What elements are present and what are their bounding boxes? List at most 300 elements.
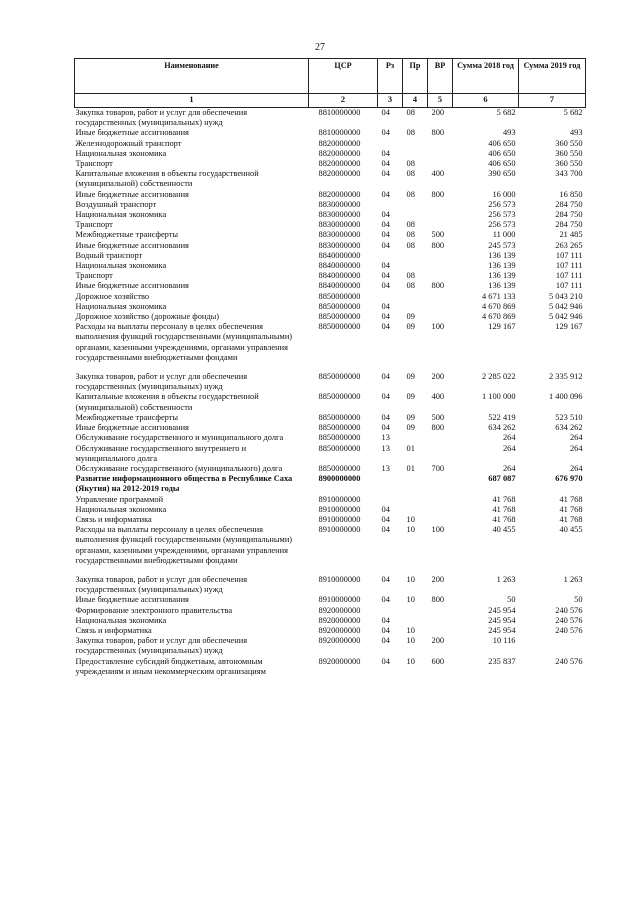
table-row	[75, 149, 586, 159]
row-name: Предоставление субсидий бюджетным, автономным учреждениям и иным некоммерческим организациям	[75, 656, 266, 676]
row-name: Обслуживание государственного (муниципального) долга	[75, 463, 283, 473]
row-sum-2018: 634 262	[488, 423, 516, 433]
row-sum-2019: 50	[574, 595, 583, 605]
row-name: Транспорт	[75, 159, 113, 169]
table-row	[75, 515, 586, 525]
row-vr	[428, 616, 453, 626]
row-vr: 400	[431, 169, 445, 179]
row-vr	[428, 271, 453, 281]
row-pr: 08	[406, 159, 415, 169]
row-pr: 08	[406, 108, 415, 117]
table-row	[75, 292, 586, 302]
table-row	[75, 241, 586, 251]
row-sum-2019: 5 042 946	[549, 312, 583, 322]
row-vr: 200	[431, 372, 445, 382]
row-vr: 600	[431, 656, 445, 666]
row-sum-2018: 136 139	[488, 261, 516, 271]
row-rz: 04	[381, 169, 390, 179]
row-rz: 04	[381, 220, 390, 230]
row-rz	[378, 251, 403, 261]
row-csr: 8850000000	[318, 392, 361, 402]
row-sum-2018: 136 139	[488, 250, 516, 260]
row-pr: 10	[406, 625, 415, 635]
row-pr	[403, 616, 428, 626]
row-name: Транспорт	[75, 220, 113, 230]
row-vr: 100	[431, 525, 445, 535]
table-row	[75, 495, 586, 505]
row-rz: 04	[381, 514, 390, 524]
row-vr	[428, 606, 453, 616]
row-sum-2018: 235 837	[488, 656, 516, 666]
row-name: Национальная экономика	[75, 615, 167, 625]
row-pr: 01	[406, 463, 415, 473]
row-sum-2019: 107 111	[555, 271, 583, 281]
row-sum-2018: 245 954	[488, 625, 516, 635]
row-rz: 04	[381, 281, 390, 291]
row-name: Иные бюджетные ассигнования	[75, 189, 189, 199]
row-pr	[403, 606, 428, 616]
row-sum-2018: 245 573	[488, 240, 516, 250]
row-vr	[428, 495, 453, 505]
row-rz: 04	[381, 504, 390, 514]
header-vr: ВР	[428, 59, 453, 94]
row-sum-2019: 284 750	[555, 210, 583, 220]
header-pr: Пр	[403, 59, 428, 94]
page-number: 27	[315, 42, 325, 53]
row-sum-2019: 263 265	[555, 240, 583, 250]
row-sum-2019: 41 768	[559, 504, 583, 514]
row-sum-2018: 406 650	[488, 138, 516, 148]
row-sum-2018: 1 100 000	[482, 392, 516, 402]
row-pr: 09	[406, 372, 415, 382]
table-row	[75, 657, 586, 677]
row-csr: 8910000000	[318, 574, 361, 584]
row-vr: 500	[431, 230, 445, 240]
row-name: Закупка товаров, работ и услуг для обеспечения государственных (муниципальных) нужд	[75, 372, 248, 392]
row-vr	[428, 626, 453, 636]
table-row	[75, 575, 586, 595]
row-vr: 800	[431, 423, 445, 433]
row-csr: 8830000000	[318, 199, 361, 209]
row-pr	[403, 200, 428, 210]
table-body	[75, 108, 586, 677]
row-vr	[428, 149, 453, 159]
row-csr: 8920000000	[318, 615, 361, 625]
row-pr: 10	[406, 525, 415, 535]
row-rz: 04	[381, 625, 390, 635]
table-row	[75, 190, 586, 200]
row-name: Национальная экономика	[75, 504, 167, 514]
column-number: 1	[75, 94, 309, 108]
table-row	[75, 251, 586, 261]
row-vr	[428, 433, 453, 443]
row-csr: 8910000000	[318, 595, 361, 605]
row-name: Обслуживание государственного и муниципального долга	[75, 433, 284, 443]
row-pr	[403, 505, 428, 515]
row-csr: 8850000000	[318, 312, 361, 322]
table-row	[75, 433, 586, 443]
row-csr: 8850000000	[318, 463, 361, 473]
row-csr: 8920000000	[318, 636, 361, 646]
row-sum-2018: 390 650	[488, 169, 516, 179]
row-sum-2018: 4 671 133	[482, 291, 516, 301]
row-pr: 08	[406, 220, 415, 230]
row-csr: 8820000000	[318, 138, 361, 148]
row-pr: 09	[406, 412, 415, 422]
row-rz: 04	[381, 372, 390, 382]
table-row	[75, 626, 586, 636]
row-rz	[378, 139, 403, 149]
column-number: 5	[428, 94, 453, 108]
row-pr: 08	[406, 169, 415, 179]
row-name: Капитальные вложения в объекты государственной (муниципальной) собственности	[75, 392, 259, 412]
row-name: Водный транспорт	[75, 250, 143, 260]
row-csr: 8900000000	[318, 474, 361, 484]
row-sum-2019: 107 111	[555, 261, 583, 271]
row-vr	[428, 220, 453, 230]
row-sum-2019: 523 510	[555, 412, 583, 422]
row-vr	[428, 515, 453, 525]
table-row	[75, 261, 586, 271]
row-sum-2019: 284 750	[555, 199, 583, 209]
row-rz: 04	[381, 423, 390, 433]
row-pr: 09	[406, 322, 415, 332]
row-csr: 8910000000	[318, 525, 361, 535]
row-sum-2019: 360 550	[555, 159, 583, 169]
row-vr	[428, 505, 453, 515]
table-row	[75, 169, 586, 189]
row-rz	[378, 200, 403, 210]
row-sum-2018: 264	[502, 443, 516, 453]
table-row	[75, 108, 586, 129]
row-sum-2018: 11 000	[492, 230, 516, 240]
table-row	[75, 220, 586, 230]
row-csr: 8910000000	[318, 514, 361, 524]
row-sum-2019: 240 576	[555, 605, 583, 615]
row-sum-2018: 264	[502, 433, 516, 443]
row-vr	[428, 139, 453, 149]
row-vr	[428, 261, 453, 271]
row-csr: 8840000000	[318, 261, 361, 271]
table-row	[75, 302, 586, 312]
row-sum-2018: 41 768	[492, 514, 516, 524]
header-sum-2019: Сумма 2019 год	[519, 59, 586, 94]
table-row	[75, 474, 586, 494]
row-csr: 8830000000	[318, 210, 361, 220]
row-name: Формирование электронного правительства	[75, 605, 233, 615]
row-sum-2018: 406 650	[488, 159, 516, 169]
row-rz: 04	[381, 148, 390, 158]
table-row	[75, 444, 586, 464]
row-csr: 8850000000	[318, 443, 361, 453]
row-name: Расходы на выплаты персоналу в целях обеспечения выполнения функций государственными (муниципальными) органами, казенными учреждениями, органами управления государственными внебюджетными фондами	[75, 322, 293, 362]
table-row	[75, 200, 586, 210]
table-row	[75, 139, 586, 149]
row-sum-2018: 687 087	[488, 474, 516, 484]
row-name: Иные бюджетные ассигнования	[75, 595, 189, 605]
row-csr: 8820000000	[318, 189, 361, 199]
row-pr: 09	[406, 423, 415, 433]
row-csr: 8830000000	[318, 240, 361, 250]
row-sum-2019: 2 335 912	[549, 372, 583, 382]
row-name: Управление программой	[75, 494, 164, 504]
row-sum-2019: 493	[569, 128, 583, 138]
row-sum-2018: 4 670 869	[482, 301, 516, 311]
table-row	[75, 595, 586, 605]
row-sum-2018: 406 650	[488, 148, 516, 158]
row-pr: 08	[406, 240, 415, 250]
header-rz: Рз	[378, 59, 403, 94]
row-sum-2018: 10 116	[492, 636, 516, 646]
table-row	[75, 281, 586, 291]
row-name: Иные бюджетные ассигнования	[75, 128, 189, 138]
row-sum-2019: 41 768	[559, 514, 583, 524]
row-name: Иные бюджетные ассигнования	[75, 423, 189, 433]
row-csr: 8820000000	[318, 148, 361, 158]
row-vr	[428, 302, 453, 312]
row-name: Национальная экономика	[75, 148, 167, 158]
row-name: Связь и информатика	[75, 625, 152, 635]
row-name: Дорожное хозяйство (дорожные фонды)	[75, 312, 220, 322]
row-sum-2018: 2 285 022	[482, 372, 516, 382]
row-rz: 13	[381, 463, 390, 473]
row-name: Национальная экономика	[75, 210, 167, 220]
row-name: Национальная экономика	[75, 301, 167, 311]
row-rz	[378, 292, 403, 302]
row-csr: 8850000000	[318, 423, 361, 433]
row-sum-2018: 264	[502, 463, 516, 473]
row-sum-2019: 129 167	[555, 322, 583, 332]
row-rz: 04	[381, 636, 390, 646]
header-sum-2018: Сумма 2018 год	[453, 59, 519, 94]
column-number-row	[75, 94, 586, 108]
table-row	[75, 413, 586, 423]
row-sum-2019: 107 111	[555, 281, 583, 291]
row-csr: 8810000000	[318, 128, 361, 138]
table-row	[75, 312, 586, 322]
row-sum-2018: 245 954	[488, 605, 516, 615]
row-sum-2018: 40 455	[492, 525, 516, 535]
row-pr: 08	[406, 189, 415, 199]
table-row	[75, 230, 586, 240]
row-pr: 10	[406, 514, 415, 524]
row-rz: 13	[381, 433, 390, 443]
row-pr	[403, 474, 428, 494]
row-vr: 700	[431, 463, 445, 473]
row-name: Закупка товаров, работ и услуг для обеспечения государственных (муниципальных) нужд	[75, 108, 248, 128]
row-name: Развитие информационного общества в Республике Саха (Якутия) на 2012-2019 годы	[75, 474, 293, 494]
row-sum-2019: 264	[569, 463, 583, 473]
row-sum-2018: 41 768	[492, 504, 516, 514]
row-pr	[403, 302, 428, 312]
row-sum-2019: 40 455	[559, 525, 583, 535]
row-rz: 04	[381, 271, 390, 281]
row-sum-2019: 5 043 210	[549, 291, 583, 301]
row-sum-2018: 4 670 869	[482, 312, 516, 322]
row-name: Межбюджетные трансферты	[75, 230, 179, 240]
row-csr: 8920000000	[318, 605, 361, 615]
row-sum-2019: 343 700	[555, 169, 583, 179]
row-name: Обслуживание государственного внутреннего и муниципального долга	[75, 443, 247, 463]
row-vr: 800	[431, 189, 445, 199]
row-csr: 8830000000	[318, 230, 361, 240]
row-vr: 500	[431, 412, 445, 422]
row-vr: 800	[431, 240, 445, 250]
row-name: Иные бюджетные ассигнования	[75, 240, 189, 250]
row-csr: 8840000000	[318, 281, 361, 291]
row-sum-2019: 5 682	[563, 108, 583, 117]
row-rz: 04	[381, 615, 390, 625]
row-rz: 04	[381, 261, 390, 271]
row-name: Связь и информатика	[75, 514, 152, 524]
row-vr	[428, 444, 453, 464]
column-number: 7	[519, 94, 586, 108]
row-vr	[428, 159, 453, 169]
table-row	[75, 636, 586, 656]
row-pr: 08	[406, 281, 415, 291]
table-row	[75, 616, 586, 626]
table-row	[75, 322, 586, 372]
row-pr	[403, 210, 428, 220]
column-number: 2	[309, 94, 378, 108]
column-number: 6	[453, 94, 519, 108]
row-name: Капитальные вложения в объекты государственной (муниципальной) собственности	[75, 169, 259, 189]
row-name: Расходы на выплаты персоналу в целях обеспечения выполнения функций государственными (муниципальными) органами, казенными учреждениями, органами управления государственными внебюджетными фондами	[75, 525, 293, 565]
row-rz: 13	[381, 443, 390, 453]
row-csr: 8850000000	[318, 433, 361, 443]
row-pr: 08	[406, 230, 415, 240]
column-number: 3	[378, 94, 403, 108]
table-row	[75, 606, 586, 616]
row-csr: 8920000000	[318, 625, 361, 635]
row-csr: 8820000000	[318, 169, 361, 179]
row-sum-2019: 16 850	[559, 189, 583, 199]
row-sum-2019: 240 576	[555, 625, 583, 635]
row-rz: 04	[381, 230, 390, 240]
row-sum-2019: 634 262	[555, 423, 583, 433]
row-sum-2018: 1 263	[496, 574, 516, 584]
row-csr: 8910000000	[318, 494, 361, 504]
row-vr: 100	[431, 322, 445, 332]
table-row	[75, 464, 586, 474]
row-pr: 10	[406, 574, 415, 584]
row-vr: 200	[431, 108, 445, 117]
row-pr	[403, 149, 428, 159]
row-csr: 8910000000	[318, 504, 361, 514]
row-name: Воздушный транспорт	[75, 199, 157, 209]
row-csr: 8840000000	[318, 271, 361, 281]
row-sum-2018: 5 682	[496, 108, 516, 117]
row-sum-2018: 256 573	[488, 199, 516, 209]
row-sum-2019: 41 768	[559, 494, 583, 504]
row-rz: 04	[381, 128, 390, 138]
row-vr	[428, 210, 453, 220]
row-sum-2019	[519, 636, 586, 656]
row-pr	[403, 261, 428, 271]
table-row	[75, 159, 586, 169]
row-rz: 04	[381, 159, 390, 169]
row-sum-2018: 256 573	[488, 220, 516, 230]
row-name: Иные бюджетные ассигнования	[75, 281, 189, 291]
row-vr	[428, 292, 453, 302]
row-pr: 01	[406, 443, 415, 453]
row-rz: 04	[381, 301, 390, 311]
table-row	[75, 392, 586, 412]
row-vr: 200	[431, 636, 445, 646]
row-sum-2019: 676 970	[555, 474, 583, 484]
row-name: Закупка товаров, работ и услуг для обеспечения государственных (муниципальных) нужд	[75, 574, 248, 595]
row-csr: 8840000000	[318, 250, 361, 260]
row-sum-2018: 136 139	[488, 281, 516, 291]
header-name: Наименование	[75, 59, 309, 94]
row-vr: 800	[431, 595, 445, 605]
table-row	[75, 210, 586, 220]
column-number: 4	[403, 94, 428, 108]
row-csr: 8850000000	[318, 412, 361, 422]
row-sum-2019: 284 750	[555, 220, 583, 230]
row-sum-2018: 256 573	[488, 210, 516, 220]
row-name: Межбюджетные трансферты	[75, 412, 179, 422]
row-rz	[378, 495, 403, 505]
table-header	[75, 59, 586, 108]
row-csr: 8850000000	[318, 322, 361, 332]
row-rz: 04	[381, 322, 390, 332]
row-pr: 10	[406, 656, 415, 666]
table-row	[75, 423, 586, 433]
table-row	[75, 128, 586, 138]
row-sum-2018: 50	[507, 595, 516, 605]
row-rz: 04	[381, 392, 390, 402]
row-vr	[428, 200, 453, 210]
row-sum-2019: 360 550	[555, 138, 583, 148]
row-pr: 10	[406, 636, 415, 646]
row-pr: 08	[406, 271, 415, 281]
row-sum-2018: 129 167	[488, 322, 516, 332]
row-vr: 400	[431, 392, 445, 402]
row-vr	[428, 251, 453, 261]
row-vr: 800	[431, 128, 445, 138]
row-pr	[403, 495, 428, 505]
row-name: Закупка товаров, работ и услуг для обеспечения государственных (муниципальных) нужд	[75, 636, 248, 656]
row-sum-2019: 240 576	[555, 656, 583, 666]
row-csr: 8920000000	[318, 656, 361, 666]
table-row	[75, 525, 586, 575]
header-csr: ЦСР	[309, 59, 378, 94]
row-vr	[428, 474, 453, 494]
row-vr: 800	[431, 281, 445, 291]
row-csr: 8830000000	[318, 220, 361, 230]
budget-table	[74, 58, 586, 677]
row-name: Дорожное хозяйство	[75, 291, 150, 301]
row-vr: 200	[431, 574, 445, 584]
row-pr: 09	[406, 392, 415, 402]
row-pr	[403, 433, 428, 443]
row-vr	[428, 312, 453, 322]
row-sum-2019: 264	[569, 433, 583, 443]
row-rz: 04	[381, 412, 390, 422]
row-sum-2019: 1 400 096	[549, 392, 583, 402]
row-sum-2018: 493	[502, 128, 516, 138]
table-row	[75, 271, 586, 281]
row-sum-2018: 41 768	[492, 494, 516, 504]
row-rz: 04	[381, 595, 390, 605]
row-name: Национальная экономика	[75, 261, 167, 271]
row-sum-2019: 264	[569, 443, 583, 453]
row-pr	[403, 292, 428, 302]
row-sum-2018: 136 139	[488, 271, 516, 281]
row-sum-2019: 1 263	[563, 574, 583, 584]
row-pr	[403, 139, 428, 149]
